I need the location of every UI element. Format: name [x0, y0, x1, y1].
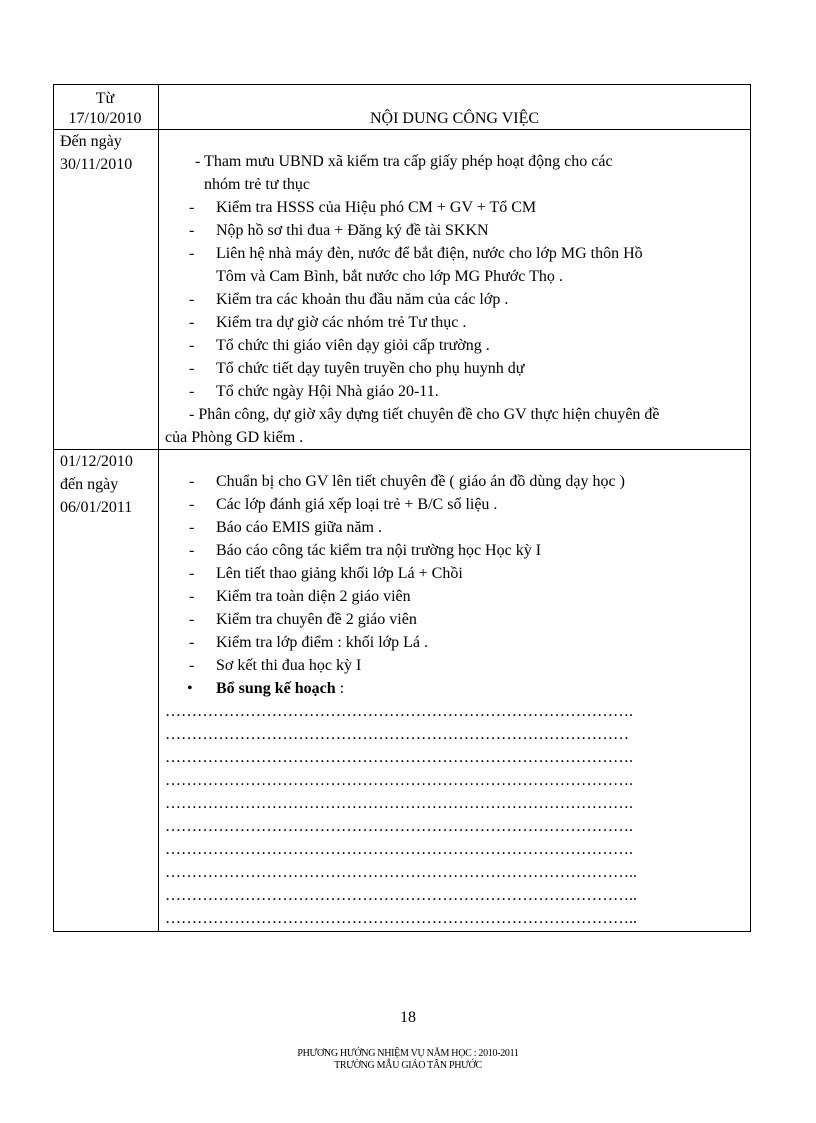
dot-line: …………………………………………………………………………… — [165, 726, 629, 743]
dot-line: ……………………………………………………………………………. — [165, 795, 633, 812]
period-1-intro: - Tham mưu UBND xã kiểm tra cấp giấy phép hoạt động cho các — [195, 153, 613, 170]
period-2-start-date: 01/12/2010 — [60, 453, 133, 470]
supplement-dot-lines — [165, 700, 744, 931]
footer-line-2: TRƯỜNG MẪU GIÁO TÂN PHƯỚC — [334, 1060, 482, 1071]
dot-line: ……………………………………………………………………………. — [165, 772, 633, 789]
date-header-cell — [54, 85, 159, 130]
list-item: - Chuẩn bị cho GV lên tiết chuyên đề ( giáo án đồ dùng dạy học ) — [165, 470, 744, 493]
table-header-row — [54, 85, 751, 130]
list-item: - Báo cáo EMIS giữa năm . — [165, 516, 744, 539]
period-2-task-list — [165, 470, 744, 700]
list-item — [165, 242, 744, 288]
period-1-closing: - Phân công, dự giờ xây dựng tiết chuyên đề cho GV thực hiện chuyên đề — [189, 406, 660, 423]
period-1-intro-cont: nhóm trẻ tư thục — [204, 176, 310, 193]
list-item: - Các lớp đánh giá xếp loại trẻ + B/C số liệu . — [165, 493, 744, 516]
work-plan-table — [53, 84, 751, 932]
list-item: - Sơ kết thi đua học kỳ I — [165, 654, 744, 677]
page-footer — [0, 1048, 816, 1072]
period-row-1 — [54, 130, 751, 450]
dot-line: ……………………………………………………………………………. — [165, 818, 633, 835]
list-item: - Kiểm tra các khoản thu đầu năm của các lớp . — [165, 288, 744, 311]
dot-line: ……………………………………………………………………………. — [165, 749, 633, 766]
supplement-label: Bổ sung kế hoạch — [216, 680, 336, 697]
list-item: - Lên tiết thao giảng khối lớp Lá + Chồi — [165, 562, 744, 585]
period-1-to-label: Đến ngày — [60, 133, 122, 150]
footer-line-1: PHƯƠNG HƯỚNG NHIỆM VỤ NĂM HỌC : 2010-2011 — [297, 1048, 519, 1059]
list-item: - Tổ chức tiết dạy tuyên truyền cho phụ huynh dự — [165, 357, 744, 380]
list-item-text: Liên hệ nhà máy đèn, nước để bắt điện, nước cho lớp MG thôn Hồ — [216, 245, 643, 262]
list-item: - Tổ chức ngày Hội Nhà giáo 20-11. — [165, 380, 744, 403]
list-item: - Kiểm tra toàn diện 2 giáo viên — [165, 585, 744, 608]
dot-line: …………………………………………………………………………….. — [165, 864, 637, 881]
supplement-colon: : — [335, 680, 345, 697]
period-1-end-date: 30/11/2010 — [60, 156, 133, 173]
period-row-2 — [54, 450, 751, 932]
list-item: - Tổ chức thi giáo viên dạy giỏi cấp trường . — [165, 334, 744, 357]
dot-line: …………………………………………………………………………….. — [165, 887, 637, 904]
list-item-text-cont: Tôm và Cam Bình, bắt nước cho lớp MG Phước Thọ . — [216, 268, 563, 285]
period-2-end-date: 06/01/2011 — [60, 499, 133, 516]
supplement-heading — [165, 677, 744, 700]
page-number: 18 — [400, 1009, 416, 1026]
date-header-start: 17/10/2010 — [68, 110, 142, 127]
period-2-to-label: đến ngày — [60, 476, 119, 493]
period-1-closing-cont: của Phòng GD kiểm . — [165, 429, 304, 446]
period-1-date-cell — [54, 130, 159, 450]
list-item: - Kiểm tra lớp điểm : khối lớp Lá . — [165, 631, 744, 654]
content-header-title: NỘI DUNG CÔNG VIỆC — [369, 110, 540, 127]
list-item: - Kiểm tra chuyên đề 2 giáo viên — [165, 608, 744, 631]
list-item: - Nộp hồ sơ thi đua + Đăng ký đề tài SKKN — [165, 219, 744, 242]
period-2-date-cell — [54, 450, 159, 932]
dot-line: ……………………………………………………………………………. — [165, 703, 633, 720]
list-item: - Báo cáo công tác kiểm tra nội trường học Học kỳ I — [165, 539, 744, 562]
content-header-cell — [159, 85, 751, 130]
period-1-task-list — [165, 196, 744, 403]
dot-line: …………………………………………………………………………….. — [165, 910, 637, 927]
period-1-content-cell — [159, 130, 751, 450]
date-header-from: Từ — [95, 90, 115, 107]
period-2-content-cell — [159, 450, 751, 932]
list-item: - Kiểm tra HSSS của Hiệu phó CM + GV + Tổ CM — [165, 196, 744, 219]
list-item: - Kiểm tra dự giờ các nhóm trẻ Tư thục . — [165, 311, 744, 334]
dot-line: ……………………………………………………………………………. — [165, 841, 633, 858]
